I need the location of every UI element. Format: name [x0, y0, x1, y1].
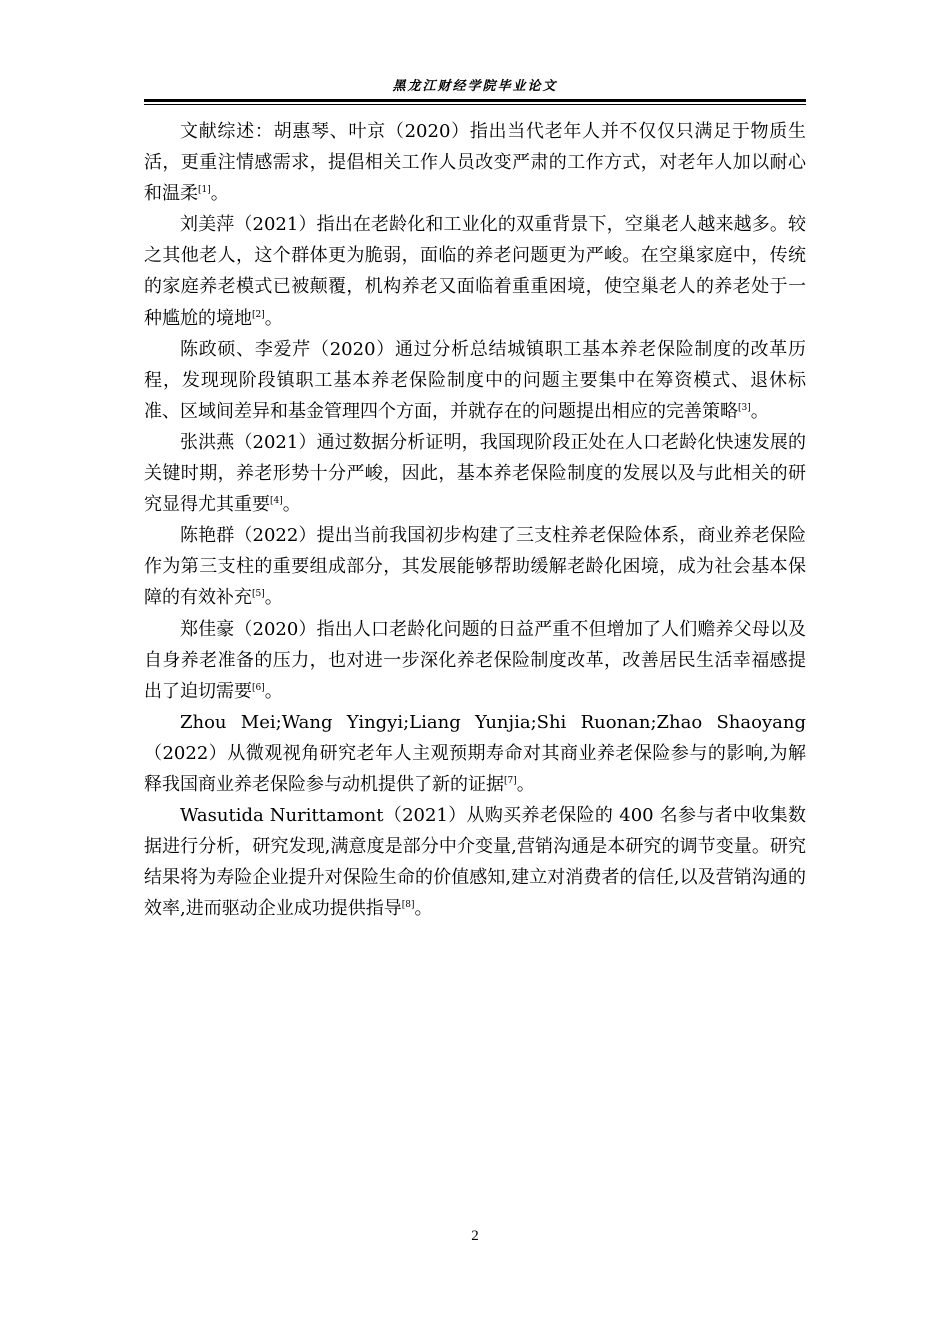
paragraph-text: 郑佳豪（2020）指出人口老龄化问题的日益严重不但增加了人们赡养父母以及自身养老准备的压力，也对进一步深化养老保险制度改革，改善居民生活幸福感提出了迫切需要	[144, 618, 806, 702]
paragraph-5	[144, 520, 806, 613]
paragraph-end: 。	[282, 494, 301, 516]
paragraph-4	[144, 427, 806, 520]
paragraph-end: 。	[264, 680, 283, 702]
paragraph-end: 。	[414, 898, 433, 920]
paragraph-end: 。	[516, 773, 535, 795]
literature-review-body	[144, 116, 806, 924]
paragraph-text: Zhou Mei;Wang Yingyi;Liang Yunjia;Shi Ruonan;Zhao Shaoyang （2022）从微观视角研究老年人主观预期寿命对其商业养老保险参与的影响,为解释我国商业养老保险参与动机提供了新的证据	[144, 711, 806, 795]
paragraph-1	[144, 116, 806, 209]
citation-ref: [7]	[504, 775, 517, 786]
paragraph-end: 。	[750, 400, 769, 422]
paragraph-text: 文献综述：胡惠琴、叶京（2020）指出当代老年人并不仅仅只满足于物质生活，更重注情感需求，提倡相关工作人员改变严肃的工作方式，对老年人加以耐心和温柔	[144, 121, 806, 205]
paragraph-7	[144, 707, 806, 800]
paragraph-end: 。	[210, 183, 229, 205]
paragraph-text: 陈政硕、李爱芹（2020）通过分析总结城镇职工基本养老保险制度的改革历程，发现现阶段镇职工基本养老保险制度中的问题主要集中在筹资模式、退休标准、区域间差异和基金管理四个方面，并就存在的问题提出相应的完善策略	[144, 338, 806, 422]
paragraph-3	[144, 334, 806, 427]
paragraph-2	[144, 209, 806, 333]
citation-ref: [1]	[198, 185, 211, 196]
citation-ref: [8]	[401, 900, 415, 911]
paragraph-8	[144, 800, 806, 924]
header-rule-thick	[144, 99, 806, 102]
paragraph-text: 刘美萍（2021）指出在老龄化和工业化的双重背景下，空巢老人越来越多。较之其他老人，这个群体更为脆弱，面临的养老问题更为严峻。在空巢家庭中，传统的家庭养老模式已被颠覆，机构养老又面临着重重困境，使空巢老人的养老处于一种尴尬的境地	[144, 214, 806, 329]
paragraph-end: 。	[264, 587, 283, 609]
citation-ref: [6]	[252, 682, 265, 693]
paragraph-6	[144, 614, 806, 707]
page-number: 2	[471, 1228, 479, 1244]
paragraph-end: 。	[264, 307, 283, 329]
paragraph-text: Wasutida Nurittamont（2021）从购买养老保险的 400 名参与者中收集数据进行分析，研究发现,满意度是部分中介变量,营销沟通是本研究的调节变量。研究结果将为寿险企业提升对保险生命的价值感知,建立对消费者的信任,以及营销沟通的效率,进而驱动企业成功提供指导	[144, 805, 806, 920]
citation-ref: [3]	[738, 402, 751, 413]
paragraph-text: 陈艳群（2022）提出当前我国初步构建了三支柱养老保险体系，商业养老保险作为第三支柱的重要组成部分，其发展能够帮助缓解老龄化困境，成为社会基本保障的有效补充	[144, 525, 806, 609]
document-header-title: 黑龙江财经学院毕业论文	[392, 79, 558, 94]
citation-ref: [2]	[252, 309, 265, 320]
citation-ref: [5]	[252, 589, 265, 600]
citation-ref: [4]	[270, 496, 283, 507]
paragraph-text: 张洪燕（2021）通过数据分析证明，我国现阶段正处在人口老龄化快速发展的关键时期，养老形势十分严峻，因此，基本养老保险制度的发展以及与此相关的研究显得尤其重要	[144, 431, 806, 516]
header-rule-thin	[144, 104, 806, 105]
